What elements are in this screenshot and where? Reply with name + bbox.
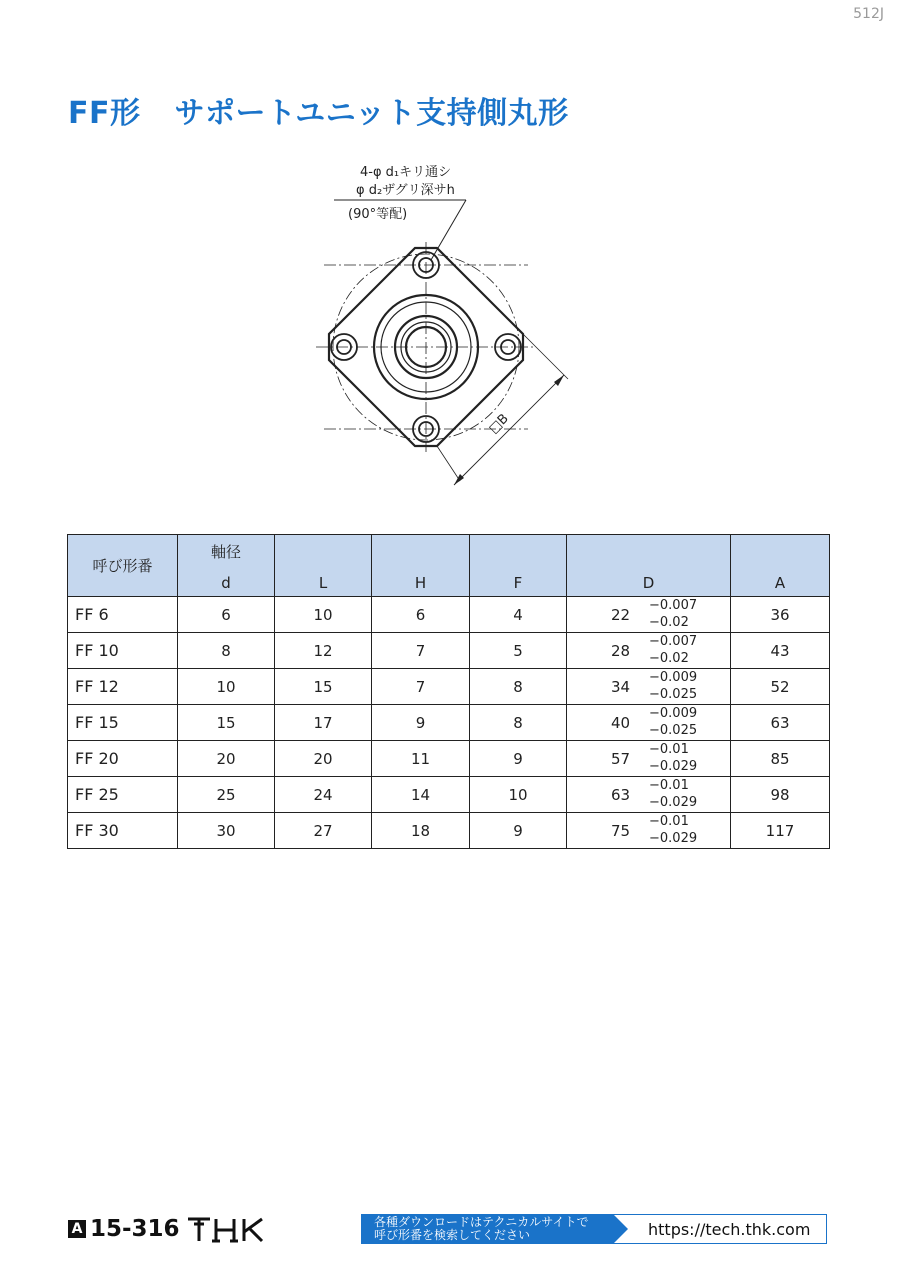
cell-l: 15 [275,669,372,705]
cell-a: 52 [731,669,830,705]
page-number-text: 15-316 [90,1216,180,1242]
download-banner[interactable] [361,1214,827,1244]
cell-dd [567,705,731,741]
header-d [178,535,275,597]
title-model: FF形 [68,96,141,131]
header-d-label: d [221,574,231,592]
extension-line [437,446,460,481]
hole-note-line1: 4-φ d₁キリ通シ [360,165,452,180]
cell-model: FF 10 [68,633,178,669]
cell-d: 6 [178,597,275,633]
dd-nominal: 28 [611,642,631,660]
cell-d: 30 [178,813,275,849]
hole-note-line2: φ d₂ザグリ深サh [356,183,455,198]
dimension-arrow [454,474,464,485]
cell-model: FF 25 [68,777,178,813]
cell-a: 85 [731,741,830,777]
section-letter: A [68,1220,86,1238]
technical-drawing [300,150,600,500]
cell-f: 9 [470,741,567,777]
table-row [68,633,830,669]
dd-tol-lower: −0.02 [649,651,689,666]
table-header-row [68,535,830,597]
header-dd: D [567,535,731,597]
cell-h: 9 [372,705,470,741]
cell-f: 8 [470,669,567,705]
header-h: H [372,535,470,597]
cell-d: 20 [178,741,275,777]
cell-l: 27 [275,813,372,849]
dd-tol-lower: −0.025 [649,723,698,738]
dd-tol-upper: −0.007 [649,634,698,649]
cell-l: 24 [275,777,372,813]
dd-tol-lower: −0.02 [649,615,689,630]
dd-tol-upper: −0.009 [649,670,698,685]
leader-line [431,200,466,260]
dd-tol-upper: −0.01 [649,814,689,829]
dimension-arrow [554,375,564,386]
table-row [68,813,830,849]
dd-nominal: 57 [611,750,631,768]
table-row [68,741,830,777]
cell-dd [567,813,731,849]
cell-dd [567,741,731,777]
title-description: サポートユニット支持側丸形 [174,96,569,131]
header-shaft-label: 軸径 [210,543,241,561]
cell-a: 63 [731,705,830,741]
cell-model: FF 30 [68,813,178,849]
cell-f: 9 [470,813,567,849]
cell-a: 43 [731,633,830,669]
cell-h: 7 [372,669,470,705]
dd-tol-lower: −0.029 [649,759,698,774]
dd-nominal: 22 [611,606,631,624]
cell-d: 10 [178,669,275,705]
dd-nominal: 63 [611,786,631,804]
dimension-b-label: □B [486,411,512,437]
cell-model: FF 20 [68,741,178,777]
dd-nominal: 40 [611,714,631,732]
dd-tol-upper: −0.01 [649,742,689,757]
cell-f: 10 [470,777,567,813]
page-title [68,88,569,132]
tech-site-link[interactable]: https://tech.thk.com [648,1220,811,1239]
header-model: 呼び形番 [68,535,178,597]
hole-note-line3: (90°等配) [348,207,408,222]
header-f: F [470,535,567,597]
header-a: A [731,535,830,597]
extension-line [523,334,568,379]
dd-tol-upper: −0.007 [649,598,698,613]
cell-h: 7 [372,633,470,669]
table-row [68,669,830,705]
cell-l: 10 [275,597,372,633]
arrow-icon [614,1215,628,1243]
thk-logo [186,1214,266,1244]
cell-d: 15 [178,705,275,741]
cell-d: 8 [178,633,275,669]
table-row [68,597,830,633]
cell-model: FF 12 [68,669,178,705]
download-text [362,1215,614,1243]
cell-h: 6 [372,597,470,633]
download-line2: 呼び形番を検索してください [374,1228,531,1242]
cell-h: 11 [372,741,470,777]
cell-dd [567,597,731,633]
dd-nominal: 34 [611,678,631,696]
table-row [68,705,830,741]
cell-h: 14 [372,777,470,813]
cell-a: 117 [731,813,830,849]
cell-dd [567,669,731,705]
header-l: L [275,535,372,597]
dd-tol-upper: −0.01 [649,778,689,793]
cell-a: 36 [731,597,830,633]
cell-model: FF 6 [68,597,178,633]
cell-l: 17 [275,705,372,741]
dimension-line [454,375,564,485]
dd-tol-lower: −0.025 [649,687,698,702]
dd-tol-lower: −0.029 [649,831,698,846]
cell-l: 20 [275,741,372,777]
page-code: 512J [853,6,884,22]
dd-tol-upper: −0.009 [649,706,698,721]
cell-dd [567,633,731,669]
dd-nominal: 75 [611,822,631,840]
cell-h: 18 [372,813,470,849]
cell-f: 4 [470,597,567,633]
table-row [68,777,830,813]
dimension-table [67,534,830,849]
cell-l: 12 [275,633,372,669]
dd-tol-lower: −0.029 [649,795,698,810]
page-number [68,1216,180,1242]
cell-f: 5 [470,633,567,669]
download-line1: 各種ダウンロードはテクニカルサイトで [374,1215,589,1229]
cell-dd [567,777,731,813]
cell-d: 25 [178,777,275,813]
cell-a: 98 [731,777,830,813]
cell-f: 8 [470,705,567,741]
cell-model: FF 15 [68,705,178,741]
